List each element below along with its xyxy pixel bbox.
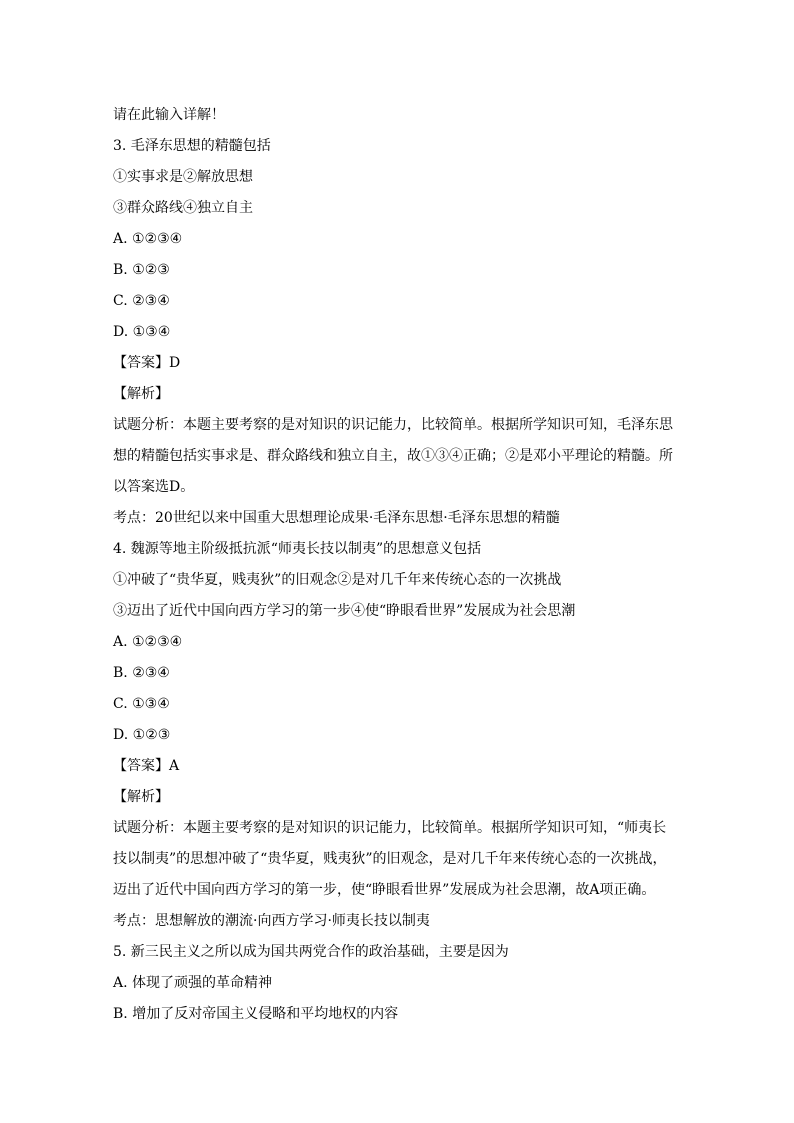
question-4-option-a: A. ①②③④ — [113, 634, 183, 650]
placeholder-text: 请在此输入详解！ — [113, 107, 225, 123]
question-4-knowledge-point: 考点：思想解放的潮流·向西方学习·师夷长技以制夷 — [113, 913, 430, 929]
question-3-stem: 3. 毛泽东思想的精髓包括 — [113, 138, 271, 154]
question-5-option-b: B. 增加了反对帝国主义侵略和平均地权的内容 — [113, 1006, 399, 1022]
question-3-option-a: A. ①②③④ — [113, 231, 183, 247]
question-4-analysis-heading: 【解析】 — [113, 789, 169, 805]
question-4-statement-2: ③迈出了近代中国向西方学习的第一步④使“睁眼看世界”发展成为社会思潮 — [113, 603, 576, 619]
question-5-option-a: A. 体现了顽强的革命精神 — [113, 975, 273, 991]
question-4-answer: 【答案】A — [113, 758, 180, 774]
question-3-option-d: D. ①③④ — [113, 324, 171, 340]
question-4-stem: 4. 魏源等地主阶级抵抗派“师夷长技以制夷”的思想意义包括 — [113, 541, 482, 557]
question-5-stem: 5. 新三民主义之所以成为国共两党合作的政治基础，主要是因为 — [113, 944, 509, 960]
question-3-analysis-heading: 【解析】 — [113, 386, 169, 402]
question-3-answer: 【答案】D — [113, 355, 181, 371]
question-4-option-c: C. ①③④ — [113, 696, 170, 712]
question-4-option-d: D. ①②③ — [113, 727, 171, 743]
question-3-statement-2: ③群众路线④独立自主 — [113, 200, 253, 216]
question-4-option-b: B. ②③④ — [113, 665, 170, 681]
question-3-analysis-line-2: 想的精髓包括实事求是、群众路线和独立自主，故①③④正确；②是邓小平理论的精髓。所 — [113, 448, 673, 464]
question-3-knowledge-point: 考点：20世纪以来中国重大思想理论成果·毛泽东思想·毛泽东思想的精髓 — [113, 510, 560, 526]
question-3-statement-1: ①实事求是②解放思想 — [113, 169, 253, 185]
question-4-analysis-line-3: 迈出了近代中国向西方学习的第一步，使“睁眼看世界”发展成为社会思潮，故A项正确。 — [113, 882, 656, 898]
document-page — [113, 100, 693, 1030]
question-3-analysis-line-3: 以答案选D。 — [113, 479, 195, 495]
question-3-option-b: B. ①②③ — [113, 262, 170, 278]
question-4-statement-1: ①冲破了“贵华夏，贱夷狄”的旧观念②是对几千年来传统心态的一次挑战 — [113, 572, 562, 588]
question-4-analysis-line-2: 技以制夷”的思想冲破了“贵华夏，贱夷狄”的旧观念，是对几千年来传统心态的一次挑战， — [113, 851, 667, 867]
question-3-analysis-line-1: 试题分析：本题主要考察的是对知识的识记能力，比较简单。根据所学知识可知，毛泽东思 — [113, 417, 673, 433]
question-4-analysis-line-1: 试题分析：本题主要考察的是对知识的识记能力，比较简单。根据所学知识可知，“师夷长 — [113, 820, 667, 836]
question-3-option-c: C. ②③④ — [113, 293, 170, 309]
